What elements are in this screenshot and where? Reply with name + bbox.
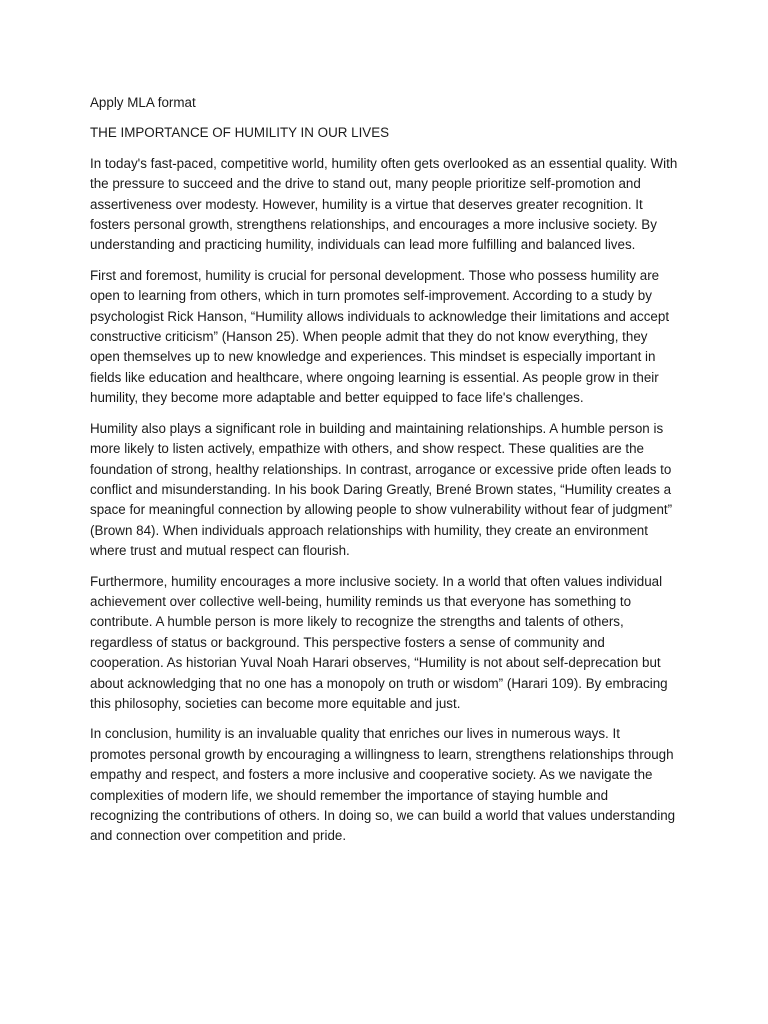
paragraph-personal-development: First and foremost, humility is crucial for personal development. Those who possess humility are open to learning from others, which in turn promotes self-improvement. According to a study by psychologist Rick Hanson, “Humility allows individuals to acknowledge their limitations and accept constructive criticism” (Hanson 25). When people admit that they do not know everything, they open themselves up to new knowledge and experiences. This mindset is especially important in fields like education and healthcare, where ongoing learning is essential. As people grow in their humility, they become more adaptable and better equipped to face life's challenges. — [90, 267, 670, 406]
document-page — [90, 93, 678, 857]
paragraph-relationships: Humility also plays a significant role in building and maintaining relationships. A humble person is more likely to listen actively, empathize with others, and show respect. These qualities are the foundation of strong, healthy relationships. In contrast, arrogance or excessive pride often leads to conflict and misunderstanding. In his book Daring Greatly, Brené Brown states, “Humility creates a space for meaningful connection by allowing people to show vulnerability without fear of judgment” (Brown 84). When individuals approach relationships with humility, they create an environment where trust and mutual respect can flourish. — [90, 420, 673, 559]
paragraph-conclusion: In conclusion, humility is an invaluable quality that enriches our lives in numerous ways. It promotes personal growth by encouraging a willingness to learn, strengthens relationships through empathy and respect, and fosters a more inclusive and cooperative society. As we navigate the complexities of modern life, we should remember the importance of staying humble and recognizing the contributions of others. In doing so, we can build a world that values understanding and connection over competition and pride. — [90, 726, 676, 844]
formatting-note: Apply MLA format — [90, 95, 196, 110]
essay-title: THE IMPORTANCE OF HUMILITY IN OUR LIVES — [90, 125, 390, 141]
paragraph-introduction: In today's fast-paced, competitive world, humility often gets overlooked as an essential quality. With the pressure to succeed and the drive to stand out, many people prioritize self-promotion and assertiveness over modesty. However, humility is a virtue that deserves greater recognition. It fosters personal growth, strengthens relationships, and encourages a more inclusive society. By understanding and practicing humility, individuals can lead more fulfilling and balanced lives. — [90, 155, 678, 253]
paragraph-inclusive-society: Furthermore, humility encourages a more inclusive society. In a world that often values individual achievement over collective well-being, humility reminds us that everyone has something to contribute. A humble person is more likely to recognize the strengths and talents of others, regardless of status or background. This perspective fosters a sense of community and cooperation. As historian Yuval Noah Harari observes, “Humility is not about self-deprecation but about acknowledging that no one has a monopoly on truth or wisdom” (Harari 109). By embracing this philosophy, societies can become more equitable and just. — [90, 573, 668, 711]
